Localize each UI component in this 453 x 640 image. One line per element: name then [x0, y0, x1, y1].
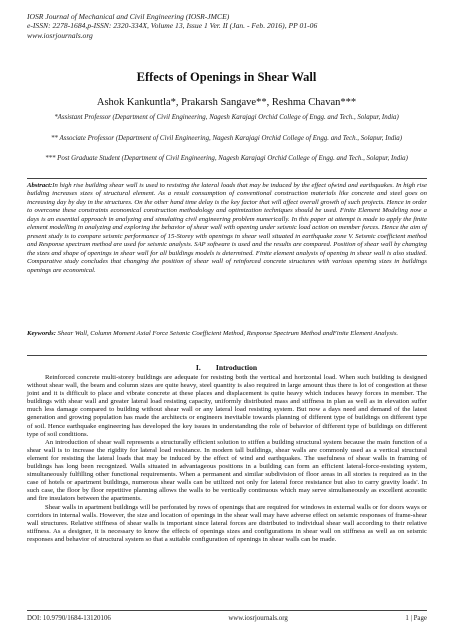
paper-title: Effects of Openings in Shear Wall	[136, 70, 317, 84]
keywords	[27, 330, 427, 338]
paragraph-3: Shear walls in apartment buildings will be perforated by rows of openings that are required for windows in external walls or for doors ways or corridors in internal walls. However, the size and location of openings in the shear wall may have adverse effect on seismic responses of frame-shear wall structures. Relative stiffness of shear walls is important since lateral forces are distributed to individual shear wall according to their relative stiffness. As a designer, it is necessary to know the effects of openings sizes and configurations in shear wall on stiffness as well as on seismic responses and behavior of structural system so that a suitable configuration of openings in shear walls can be made.	[27, 503, 427, 543]
footer-doi: DOI: 10.9790/1684-13120106	[27, 615, 111, 622]
journal-name: IOSR Journal of Mechanical and Civil Engineering (IOSR-JMCE)	[27, 12, 230, 21]
journal-website[interactable]: www.iosrjournals.org	[27, 30, 93, 40]
abstract-label: Abstract:	[27, 182, 53, 189]
paragraph-2: An introduction of shear wall represents a structurally efficient solution to stiffen a building structural system because the main function of a shear wall is to increase the rigidity for lateral load resistance. In modern tall buildings, shear walls are commonly used as a vertical structural element for resisting the lateral loads that may be induced by the effect of wind and earthquakes. The usefulness of shear walls in framing of buildings has long been recognized. Walls situated in advantageous positions in a building can form an efficient lateral-force-resisting system, simultaneously fulfilling other functional requirements. When a permanent and similar subdivision of floor areas in all stories is required as in the case of hotels or apartment buildings, numerous shear walls can be utilized not only for lateral force resistance but also to carry gravity loads'. In such case, the floor by floor repetitive planning allows the walls to be vertically continuous which may serve simultaneously as excellent acoustic and fire insulators between the apartments.	[27, 438, 427, 503]
abstract-top-rule	[27, 178, 427, 179]
affiliation-3: *** Post Graduate Student (Department of Civil Engineering, Nagesh Karajagi Orchid College of Engg. and Tech., Solapur, India)	[45, 155, 408, 162]
page-footer	[27, 615, 427, 622]
section-heading-introduction: I. Introduction	[195, 363, 258, 372]
paragraph-1: Reinforced concrete multi-storey buildings are adequate for resisting both the vertical and horizontal load. When such building is designed without shear wall, the beam and column sizes are quite heavy, steel quantity is also required in large amount thus there is lot of congestion at these joint and it is difficult to place and vibrate concrete at these places and displacement is quite heavy which induces heavy forces in member. The buildings with shear wall and greater lateral load resisting capacity, uniformly distributed mass and stiffness in plan as well as in elevation suffer much less damage compared to building without shear wall or any lateral load resisting system. But now a days need and demand of the latest generation and growing population has made the architects or engineers inevitable towards planning of different type of buildings on different type of soil. Hence earthquake engineering has developed the key issues in understanding the role of behavior of different type of buildings on different type of soil conditions.	[27, 374, 427, 438]
keywords-text: Shear Wall, Column Moment Axial Force Seismic Coefficient Method, Response Spectrum Method andFinite Element Analysis.	[57, 330, 399, 337]
introduction-body	[27, 374, 427, 544]
abstract-text: In high rise building shear wall is used to resisting the lateral loads that may be induced by the effect ofwind and earthquakes. In high rise building increases sizes of structural element. As a result consumption of conventional construction materials like concrete and steel goes on increasing day by day in the structures. On the other hand time delay is the key factor that will affect overall growth of such projects. Hence in order to overcome these constraints economical construction methodology and optimization techniques should be used. Finite Element Modeling now a days is an essential approach in analyzing and simulating civil engineering problem numerically. In this paper at attempt is made to apply the finite element modelling in analyzing and exploring the behavior of shear wall with opening under seismic load action on member forces. Hence the aim of present study is to compare seismic performance of 15-Storey with openings in shear wall situated in earthquake zone V. Seismic coefficient method and Response spectrum method are used for seismic analysis. SAP software is used and the results are compared. Position of shear wall by changing the sizes and shape of openings in shear wall for all buildings models is determined. Finite element analysis of opening in shear wall is also studied. Comparative study concludes that changing the position of shear wall of reinforced concrete structures with various opening sizes in buildings openings are economical.	[27, 182, 427, 274]
keywords-label: Keywords:	[27, 330, 56, 337]
journal-issn: e-ISSN: 2278-1684,p-ISSN: 2320-334X, Volume 13, Issue 1 Ver. II (Jan. - Feb. 2016), PP 01-06	[27, 21, 318, 31]
footer-page-number: 1 | Page	[405, 615, 427, 622]
journal-header	[27, 12, 427, 40]
paper-authors: Ashok Kankuntla*, Prakarsh Sangave**, Reshma Chavan***	[96, 97, 357, 108]
abstract	[27, 182, 427, 275]
affiliation-1: *Assistant Professor (Department of Civil Engineering, Nagesh Karajagi Orchid College of Engg. and Tech., Solapur, India)	[54, 114, 399, 121]
affiliation-2: ** Associate Professor (Department of Civil Engineering, Nagesh Karajagi Orchid College of Engg. and Tech., Solapur, India)	[50, 135, 403, 142]
footer-website[interactable]: www.iosrjournals.org	[228, 615, 288, 622]
footer-rule	[27, 610, 427, 611]
abstract-bottom-rule	[27, 355, 427, 356]
